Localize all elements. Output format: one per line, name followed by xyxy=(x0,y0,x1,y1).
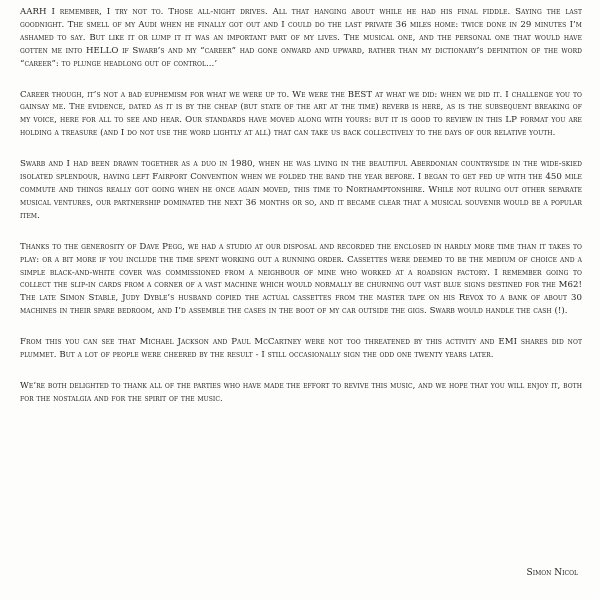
paragraph-5: From this you can see that Michael Jackson and Paul McCartney were not too threatened by this activity and EMI shares did not plummet. But a lot of people were cheered by the result - I still occasionally sign the odd one twenty years later. xyxy=(20,337,582,361)
paragraph-2: Career though, it’s not a bad euphemism for what we were up to. We were the BEST at what we did: when we did it. I challenge you to gainsay me. The evidence, dated as it is by the cheap (but state of the art at the time) reverb is here, as is the subsequent breaking of my voice, here for all to see and hear. Our standards have moved along with yours: but it is good to review in this LP format you are holding a treasure (and I do not use the word lightly at all) that can take us back collectively to the days of our relative youth. xyxy=(20,89,582,139)
liner-notes-text xyxy=(20,6,582,424)
paragraph-4: Thanks to the generosity of Dave Pegg, we had a studio at our disposal and recorded the enclosed in hardly more time than it takes to play: or a bit more if you include the time spent working out a running order. Cassettes were deemed to be the medium of choice and a simple black-and-white cover was commissioned from a neighbour of mine who worked at a roadsign factory. I remember going to collect the slip-in cards from a corner of a vast machine which would normally be churning out vast blue signs destined for the M62! The late Simon Stable, Judy Dyble’s husband copied the actual cassettes from the master tape on his Revox to a bank of about 30 machines in their spare bedroom, and I’d assemble the cases in the boot of my car outside the gigs. Swarb would handle the cash (!). xyxy=(20,241,582,317)
paragraph-6: We’re both delighted to thank all of the parties who have made the effort to revive this music, and we hope that you will enjoy it, both for the nostalgia and for the spirit of the music. xyxy=(20,380,582,404)
paragraph-3: Swarb and I had been drawn together as a duo in 1980, when he was living in the beautiful Aberdonian countryside in the wide-skied isolated splendour, having left Fairport Convention when we folded the band the year before. I began to get fed up with the 450 mile commute and things really got going when he once again moved, this time to Northamptonshire. While not ruling out other separate musical ventures, our partnership dominated the next 36 months or so, and it became clear that a musical souvenir would be a popular item. xyxy=(20,159,582,221)
paragraph-1: AARH I remember, I try not to. Those all-night drives. All that hanging about while he had his final fiddle. Saying the last goodnight. The smell of my Audi when he finally got out and I could do the last private 36 miles home: twice done in 29 minutes I’m ashamed to say. But like it or lump it it was an important part of my lives. The musical one, and the personal one that would have gotten me into HELLO if Swarb’s and my “career” had gone onward and upward, rather than my dictionary’s definition of the word “career”: to plunge headlong out of control...’ xyxy=(20,7,582,69)
signature: Simon Nicol xyxy=(526,568,578,578)
